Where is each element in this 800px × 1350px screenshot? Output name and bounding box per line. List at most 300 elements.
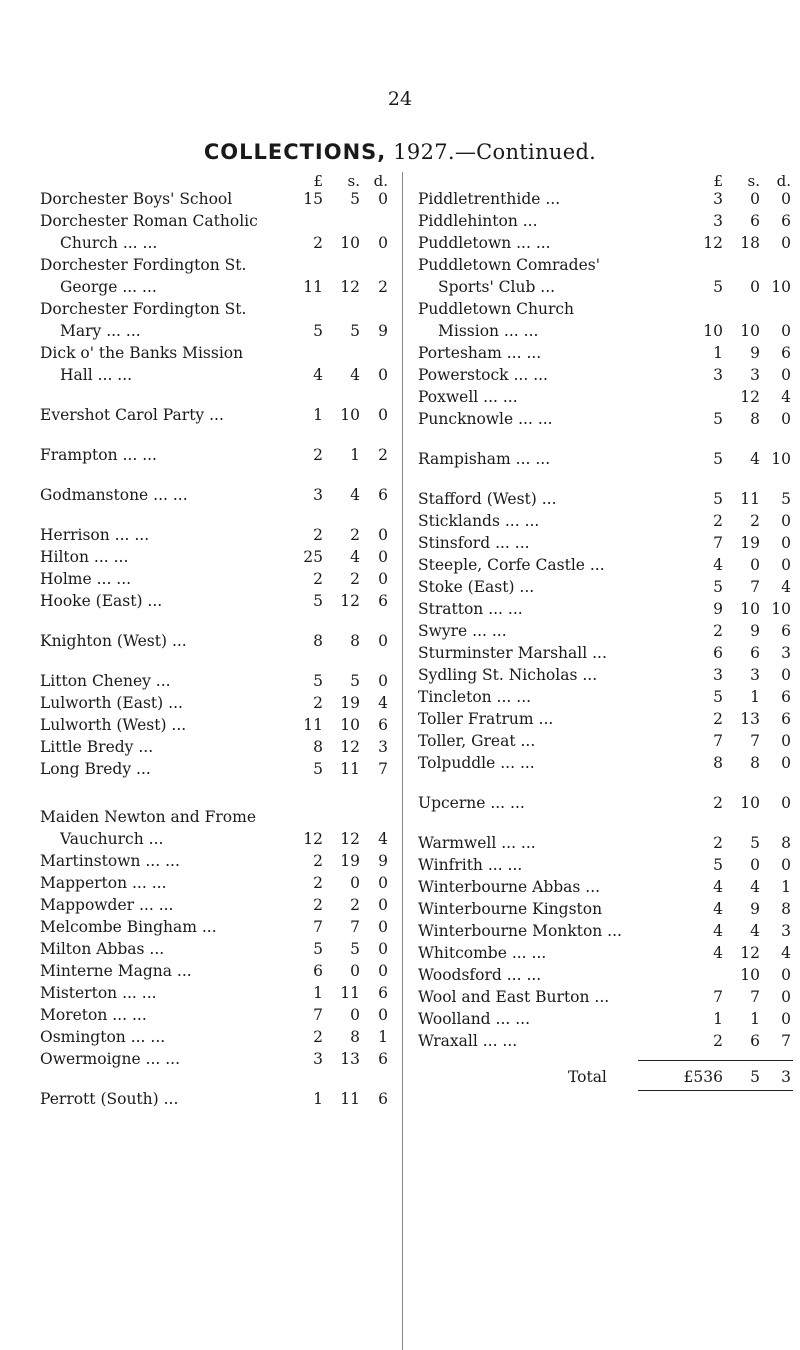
pounds-value: 6	[313, 962, 323, 980]
parish-name: Woodsford ... ...	[418, 966, 542, 984]
parish-name: Puddletown ... ...	[418, 234, 551, 252]
shillings-value: 11	[340, 984, 360, 1002]
pence-value: 0	[378, 672, 388, 690]
collection-row	[418, 322, 793, 340]
collection-row	[40, 1090, 400, 1108]
shillings-value: 12	[340, 278, 360, 296]
pounds-value: 2	[313, 874, 323, 892]
shillings-value: 7	[750, 732, 760, 750]
parish-name: Melcombe Bingham ...	[40, 918, 217, 936]
parish-name: Toller, Great ...	[418, 732, 536, 750]
pence-value: 0	[378, 918, 388, 936]
pence-value: 6	[378, 716, 388, 734]
parish-name: Misterton ... ...	[40, 984, 157, 1002]
page-title-rest: 1927.—Continued.	[386, 140, 597, 164]
pounds-value: 15	[303, 190, 323, 208]
shillings-value: 7	[750, 578, 760, 596]
shillings-value: 4	[350, 366, 360, 384]
pounds-value: 2	[313, 570, 323, 588]
page-title	[0, 140, 800, 164]
collection-row	[418, 600, 793, 618]
shillings-value: 18	[740, 234, 760, 252]
parish-name: Milton Abbas ...	[40, 940, 165, 958]
collection-row	[40, 570, 400, 588]
pence-value: 4	[378, 830, 388, 848]
pounds-value: 5	[713, 578, 723, 596]
pounds-value: 2	[313, 896, 323, 914]
shillings-value: 5	[350, 672, 360, 690]
shillings-value: 12	[340, 738, 360, 756]
collection-row	[40, 300, 400, 318]
pence-value: 0	[781, 556, 791, 574]
collection-row	[40, 694, 400, 712]
parish-name: Mapperton ... ...	[40, 874, 167, 892]
pence-value: 0	[781, 234, 791, 252]
pence-value: 0	[378, 190, 388, 208]
parish-name: Powerstock ... ...	[418, 366, 548, 384]
parish-name: Steeple, Corfe Castle ...	[418, 556, 605, 574]
pounds-value: 2	[313, 852, 323, 870]
pounds-value: 2	[713, 794, 723, 812]
shillings-value: 19	[740, 534, 760, 552]
pence-value: 0	[781, 856, 791, 874]
pounds-value: 3	[713, 190, 723, 208]
total-row	[418, 1068, 793, 1086]
total-rule-row	[418, 1090, 793, 1096]
parish-name: Litton Cheney ...	[40, 672, 171, 690]
shillings-value: 10	[740, 794, 760, 812]
pounds-value: 5	[713, 856, 723, 874]
pence-value: 6	[781, 710, 791, 728]
pounds-value: 3	[713, 212, 723, 230]
shillings-value: 0	[750, 190, 760, 208]
pounds-value: 2	[713, 710, 723, 728]
parish-name: Dorchester Roman Catholic	[40, 212, 258, 230]
parish-name: Martinstown ... ...	[40, 852, 180, 870]
parish-name: Perrott (South) ...	[40, 1090, 179, 1108]
pence-value: 0	[781, 512, 791, 530]
shillings-value: 6	[750, 212, 760, 230]
shillings-value: 8	[750, 754, 760, 772]
pence-value: 6	[781, 622, 791, 640]
collection-row	[418, 410, 793, 428]
parish-name: Lulworth (West) ...	[40, 716, 187, 734]
pounds-value: 8	[313, 632, 323, 650]
parish-name: Minterne Magna ...	[40, 962, 192, 980]
collection-row	[418, 878, 793, 896]
pence-value: 0	[378, 1006, 388, 1024]
collection-row	[418, 212, 793, 230]
parish-name: Winterbourne Kingston	[418, 900, 603, 918]
parish-name: Swyre ... ...	[418, 622, 507, 640]
shillings-value: 4	[750, 922, 760, 940]
pounds-value: 5	[713, 688, 723, 706]
parish-name: Sydling St. Nicholas ...	[418, 666, 598, 684]
pounds-value: 5	[313, 760, 323, 778]
pence-value: 6	[378, 1050, 388, 1068]
collection-row	[418, 450, 793, 468]
pence-value: 1	[781, 878, 791, 896]
collection-row	[40, 548, 400, 566]
pounds-value: 2	[313, 1028, 323, 1046]
collection-row	[40, 672, 400, 690]
parish-name: Hall ... ...	[60, 366, 133, 384]
pounds-value: 7	[713, 732, 723, 750]
collection-row	[418, 688, 793, 706]
shillings-value: 6	[750, 644, 760, 662]
shillings-value: 10	[740, 322, 760, 340]
pounds-header: £	[713, 172, 723, 190]
collection-row	[418, 234, 793, 252]
parish-name: Holme ... ...	[40, 570, 132, 588]
shillings-value: 5	[350, 190, 360, 208]
shillings-value: 12	[340, 592, 360, 610]
collection-row	[40, 984, 400, 1002]
parish-name: Upcerne ... ...	[418, 794, 525, 812]
pounds-value: 2	[313, 526, 323, 544]
shillings-value: 4	[750, 450, 760, 468]
shillings-value: 2	[750, 512, 760, 530]
collection-row	[418, 300, 793, 318]
shillings-value: 0	[750, 856, 760, 874]
pence-value: 0	[378, 940, 388, 958]
pounds-value: 12	[303, 830, 323, 848]
pence-value: 10	[771, 450, 791, 468]
shillings-value: 0	[750, 556, 760, 574]
parish-name: Godmanstone ... ...	[40, 486, 188, 504]
parish-name: Toller Fratrum ...	[418, 710, 554, 728]
pence-value: 10	[771, 278, 791, 296]
pence-value: 6	[781, 688, 791, 706]
parish-name: George ... ...	[60, 278, 157, 296]
shillings-value: 5	[750, 834, 760, 852]
pounds-value: 4	[713, 556, 723, 574]
shillings-value: 3	[750, 366, 760, 384]
pounds-value: 8	[313, 738, 323, 756]
parish-name: Stratton ... ...	[418, 600, 523, 618]
shillings-header: s.	[747, 172, 760, 190]
column-header	[418, 172, 793, 190]
parish-name: Frampton ... ...	[40, 446, 157, 464]
left-column	[40, 172, 400, 1112]
parish-name: Dorchester Fordington St.	[40, 300, 247, 318]
pounds-value: 1	[713, 344, 723, 362]
collection-row	[418, 944, 793, 962]
pounds-value: 1	[313, 1090, 323, 1108]
parish-name: Moreton ... ...	[40, 1006, 147, 1024]
pounds-value: 9	[713, 600, 723, 618]
collection-row	[40, 940, 400, 958]
shillings-value: 19	[340, 852, 360, 870]
parish-name: Wraxall ... ...	[418, 1032, 518, 1050]
pence-value: 4	[781, 388, 791, 406]
collection-row	[418, 556, 793, 574]
pence-value: 0	[781, 1010, 791, 1028]
total-rule-top	[638, 1060, 793, 1061]
shillings-value: 2	[350, 896, 360, 914]
pounds-value: 1	[313, 984, 323, 1002]
pence-value: 4	[781, 578, 791, 596]
shillings-value: 11	[740, 490, 760, 508]
pounds-value: 3	[313, 486, 323, 504]
pounds-value: 11	[303, 278, 323, 296]
collection-row	[40, 344, 400, 362]
collection-row	[40, 962, 400, 980]
shillings-value: 12	[740, 944, 760, 962]
parish-name: Owermoigne ... ...	[40, 1050, 181, 1068]
collection-row	[40, 234, 400, 252]
parish-name: Osmington ... ...	[40, 1028, 166, 1046]
shillings-value: 10	[340, 716, 360, 734]
pounds-value: 5	[713, 490, 723, 508]
parish-name: Piddletrenthide ...	[418, 190, 561, 208]
shillings-value: 0	[750, 278, 760, 296]
collection-row	[418, 622, 793, 640]
shillings-value: 8	[350, 632, 360, 650]
shillings-value: 2	[350, 570, 360, 588]
parish-name: Mappowder ... ...	[40, 896, 174, 914]
parish-name: Winterbourne Abbas ...	[418, 878, 601, 896]
pence-value: 2	[378, 278, 388, 296]
parish-name: Piddlehinton ...	[418, 212, 538, 230]
collection-row	[40, 1050, 400, 1068]
collection-row	[40, 874, 400, 892]
pence-value: 0	[781, 988, 791, 1006]
pounds-value: 5	[713, 450, 723, 468]
pounds-value: 6	[713, 644, 723, 662]
pounds-value: 7	[713, 534, 723, 552]
parish-name: Hilton ... ...	[40, 548, 129, 566]
shillings-value: 8	[750, 410, 760, 428]
parish-name: Puddletown Church	[418, 300, 575, 318]
pence-header: d.	[373, 172, 388, 190]
pence-value: 0	[378, 406, 388, 424]
shillings-value: 10	[340, 234, 360, 252]
parish-name: Mission ... ...	[438, 322, 539, 340]
parish-name: Dick o' the Banks Mission	[40, 344, 244, 362]
collection-row	[40, 808, 400, 826]
parish-name: Sports' Club ...	[438, 278, 556, 296]
shillings-value: 1	[750, 1010, 760, 1028]
collection-row	[418, 922, 793, 940]
page-title-caps: COLLECTIONS,	[203, 140, 387, 164]
pounds-value: 2	[313, 446, 323, 464]
shillings-value: 0	[350, 962, 360, 980]
pence-value: 3	[781, 644, 791, 662]
collection-row	[40, 190, 400, 208]
shillings-value: 9	[750, 622, 760, 640]
collection-row	[40, 366, 400, 384]
collection-row	[40, 256, 400, 274]
pence-value: 0	[781, 794, 791, 812]
pence-value: 0	[378, 366, 388, 384]
pence-value: 5	[781, 490, 791, 508]
parish-name: Portesham ... ...	[418, 344, 542, 362]
pounds-value: 2	[713, 834, 723, 852]
collection-row	[40, 1006, 400, 1024]
pence-value: 0	[781, 410, 791, 428]
shillings-value: 11	[340, 1090, 360, 1108]
pounds-value: 5	[313, 322, 323, 340]
pounds-value: 2	[713, 622, 723, 640]
total-shillings: 5	[750, 1068, 760, 1086]
pounds-value: 7	[313, 1006, 323, 1024]
pounds-value: 3	[313, 1050, 323, 1068]
shillings-value: 0	[350, 1006, 360, 1024]
parish-name: Dorchester Boys' School	[40, 190, 233, 208]
shillings-value: 12	[340, 830, 360, 848]
pounds-value: 3	[713, 366, 723, 384]
pence-value: 3	[378, 738, 388, 756]
parish-name: Stoke (East) ...	[418, 578, 535, 596]
shillings-value: 9	[750, 344, 760, 362]
parish-name: Winterbourne Monkton ...	[418, 922, 622, 940]
collection-row	[418, 256, 793, 274]
shillings-value: 8	[350, 1028, 360, 1046]
collection-row	[418, 190, 793, 208]
pounds-header: £	[313, 172, 323, 190]
pence-value: 0	[378, 962, 388, 980]
pounds-value: 10	[703, 322, 723, 340]
total-rule-bottom	[638, 1090, 793, 1091]
collection-row	[418, 512, 793, 530]
parish-name: Puddletown Comrades'	[418, 256, 600, 274]
column-header	[40, 172, 400, 190]
collection-row	[40, 852, 400, 870]
pence-value: 6	[781, 344, 791, 362]
collection-row	[418, 794, 793, 812]
parish-name: Rampisham ... ...	[418, 450, 551, 468]
pounds-value: 7	[713, 988, 723, 1006]
parish-name: Warmwell ... ...	[418, 834, 536, 852]
collection-row	[418, 490, 793, 508]
shillings-value: 7	[750, 988, 760, 1006]
pence-value: 0	[781, 732, 791, 750]
collection-row	[418, 366, 793, 384]
shillings-header: s.	[347, 172, 360, 190]
pounds-value: 7	[313, 918, 323, 936]
collection-row	[40, 738, 400, 756]
collection-row	[418, 710, 793, 728]
collection-row	[40, 212, 400, 230]
pounds-value: 3	[713, 666, 723, 684]
parish-name: Tolpuddle ... ...	[418, 754, 535, 772]
collection-row	[418, 666, 793, 684]
pence-value: 0	[781, 322, 791, 340]
pence-value: 0	[781, 366, 791, 384]
pence-value: 8	[781, 834, 791, 852]
parish-name: Woolland ... ...	[418, 1010, 531, 1028]
pence-value: 3	[781, 922, 791, 940]
pence-value: 9	[378, 322, 388, 340]
shillings-value: 13	[340, 1050, 360, 1068]
parish-name: Long Bredy ...	[40, 760, 151, 778]
collection-row	[40, 406, 400, 424]
shillings-value: 4	[350, 548, 360, 566]
collection-row	[40, 446, 400, 464]
pounds-value: 4	[713, 878, 723, 896]
pence-value: 6	[378, 486, 388, 504]
collection-row	[40, 278, 400, 296]
parish-name: Mary ... ...	[60, 322, 141, 340]
shillings-value: 5	[350, 940, 360, 958]
pence-value: 9	[378, 852, 388, 870]
pence-value: 2	[378, 446, 388, 464]
pounds-value: 4	[713, 922, 723, 940]
parish-name: Winfrith ... ...	[418, 856, 523, 874]
parish-name: Evershot Carol Party ...	[40, 406, 224, 424]
collection-row	[40, 632, 400, 650]
parish-name: Lulworth (East) ...	[40, 694, 183, 712]
parish-name: Wool and East Burton ...	[418, 988, 610, 1006]
pence-value: 0	[781, 666, 791, 684]
shillings-value: 13	[740, 710, 760, 728]
pounds-value: 5	[313, 672, 323, 690]
shillings-value: 10	[740, 600, 760, 618]
pounds-value: 5	[313, 940, 323, 958]
pounds-value: 5	[713, 278, 723, 296]
shillings-value: 2	[350, 526, 360, 544]
shillings-value: 7	[350, 918, 360, 936]
shillings-value: 6	[750, 1032, 760, 1050]
total-pounds: £536	[683, 1068, 723, 1086]
parish-name: Hooke (East) ...	[40, 592, 163, 610]
pence-value: 10	[771, 600, 791, 618]
parish-name: Poxwell ... ...	[418, 388, 518, 406]
pence-value: 4	[378, 694, 388, 712]
collection-row	[418, 278, 793, 296]
parish-name: Church ... ...	[60, 234, 158, 252]
shillings-value: 10	[340, 406, 360, 424]
parish-name: Knighton (West) ...	[40, 632, 187, 650]
collection-row	[418, 988, 793, 1006]
collection-row	[40, 486, 400, 504]
pence-value: 6	[781, 212, 791, 230]
parish-name: Sticklands ... ...	[418, 512, 540, 530]
pence-value: 0	[378, 632, 388, 650]
pounds-value: 2	[713, 512, 723, 530]
pence-value: 0	[378, 896, 388, 914]
pounds-value: 2	[713, 1032, 723, 1050]
shillings-value: 9	[750, 900, 760, 918]
shillings-value: 10	[740, 966, 760, 984]
parish-name: Puncknowle ... ...	[418, 410, 553, 428]
collection-row	[40, 896, 400, 914]
total-pence: 3	[781, 1068, 791, 1086]
pence-value: 8	[781, 900, 791, 918]
right-column	[418, 172, 793, 1100]
pence-value: 0	[781, 534, 791, 552]
shillings-value: 1	[350, 446, 360, 464]
pounds-value: 5	[713, 410, 723, 428]
parish-name: Stinsford ... ...	[418, 534, 530, 552]
collection-row	[40, 592, 400, 610]
parish-name: Tincleton ... ...	[418, 688, 532, 706]
pounds-value: 2	[313, 234, 323, 252]
pence-header: d.	[776, 172, 791, 190]
pounds-value: 25	[303, 548, 323, 566]
pence-value: 0	[378, 526, 388, 544]
pounds-value: 1	[313, 406, 323, 424]
pence-value: 0	[378, 548, 388, 566]
pounds-value: 1	[713, 1010, 723, 1028]
collection-row	[418, 834, 793, 852]
parish-name: Vauchurch ...	[60, 830, 164, 848]
shillings-value: 1	[750, 688, 760, 706]
collection-row	[40, 322, 400, 340]
page-number: 24	[387, 88, 413, 110]
shillings-value: 4	[350, 486, 360, 504]
